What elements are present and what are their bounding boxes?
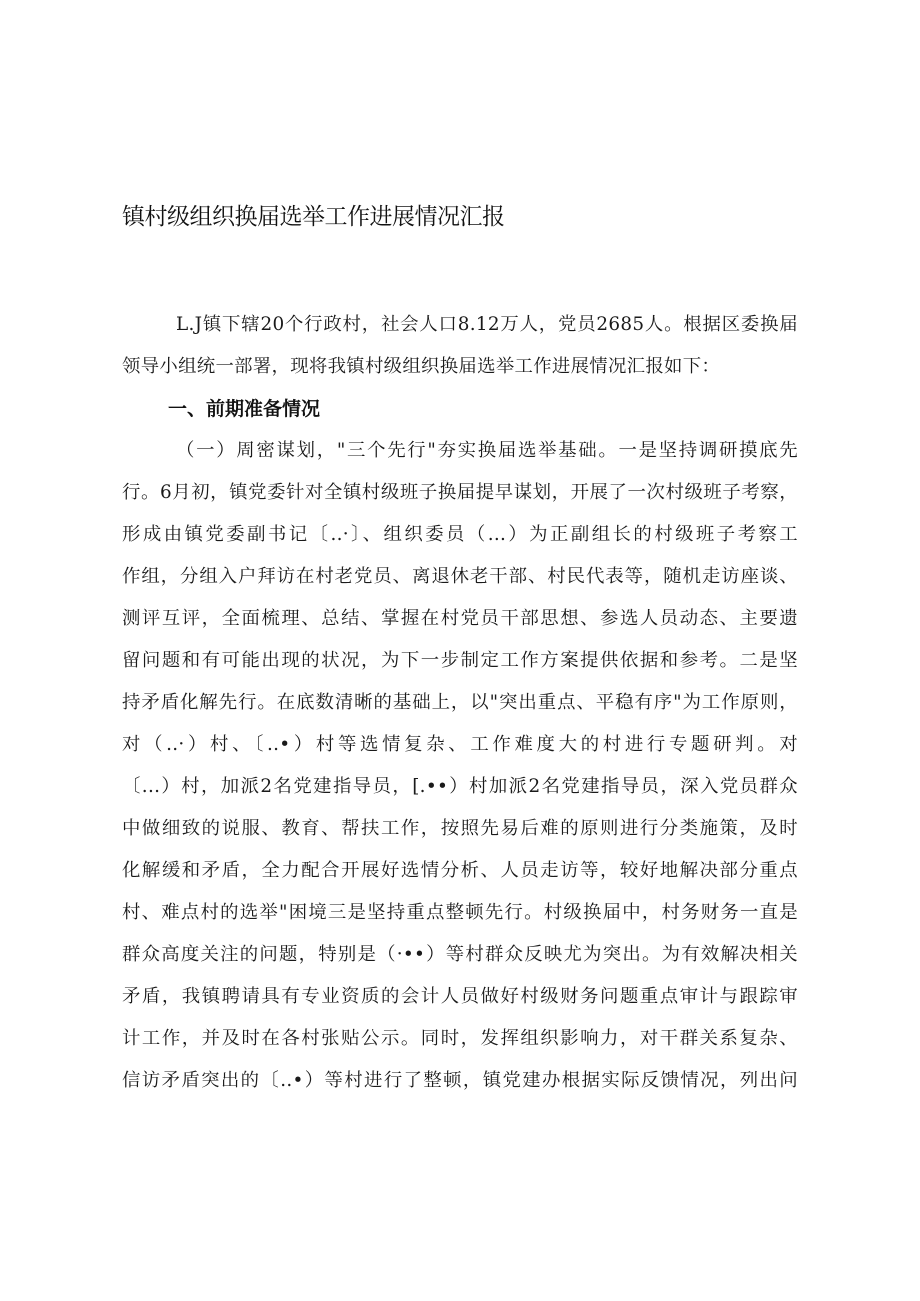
paragraph-line: 测评互评，全面梳理、总结、掌握在村党员干部思想、参选人员动态、主要遗 [122, 608, 798, 629]
paragraph-line: 中做细致的说服、教育、帮扶工作，按照先易后难的原则进行分类施策，及时 [122, 818, 798, 839]
intro-line-1: L.J镇下辖20个行政村，社会人口8.12万人，党员2685人。根据区委换届 [176, 314, 798, 335]
paragraph-line: 作组，分组入户拜访在村老党员、离退休老干部、村民代表等，随机走访座谈、 [122, 566, 798, 587]
paragraph-line: 持矛盾化解先行。在底数清晰的基础上，以"突出重点、平稳有序"为工作原则， [122, 692, 798, 713]
intro-line-2: 领导小组统一部署，现将我镇村级组织换届选举工作进展情况汇报如下： [122, 356, 721, 377]
paragraph-line: 化解缓和矛盾，全力配合开展好选情分析、人员走访等，较好地解决部分重点 [122, 860, 798, 881]
paragraph-line: 群众高度关注的问题，特别是（·••）等村群众反映尤为突出。为有效解决相关 [122, 944, 798, 965]
document-title: 镇村级组织换届选举工作进展情况汇报 [122, 204, 505, 230]
paragraph-line: （一）周密谋划，"三个先行"夯实换届选举基础。一是坚持调研摸底先 [176, 440, 798, 461]
paragraph-line: 矛盾，我镇聘请具有专业资质的会计人员做好村级财务问题重点审计与跟踪审 [122, 986, 798, 1007]
paragraph-line: 信访矛盾突出的〔..•）等村进行了整顿，镇党建办根据实际反馈情况，列出问 [122, 1070, 798, 1091]
paragraph-line: 形成由镇党委副书记〔..·〕、组织委员（...）为正副组长的村级班子考察工 [122, 524, 798, 545]
paragraph-line: 留问题和有可能出现的状况，为下一步制定工作方案提供依据和参考。二是坚 [122, 650, 798, 671]
paragraph-line: 行。6月初，镇党委针对全镇村级班子换届提早谋划，开展了一次村级班子考察， [122, 482, 798, 503]
section-heading: 一、前期准备情况 [168, 398, 321, 420]
paragraph-line: 计工作，并及时在各村张贴公示。同时，发挥组织影响力，对干群关系复杂、 [122, 1028, 798, 1049]
paragraph-line: 〔...）村，加派2名党建指导员，[.••）村加派2名党建指导员，深入党员群众 [122, 776, 798, 797]
paragraph-line: 对（..·）村、〔..•）村等选情复杂、工作难度大的村进行专题研判。对 [122, 734, 798, 755]
paragraph-line: 村、难点村的选举"困境三是坚持重点整顿先行。村级换届中，村务财务一直是 [122, 902, 798, 923]
